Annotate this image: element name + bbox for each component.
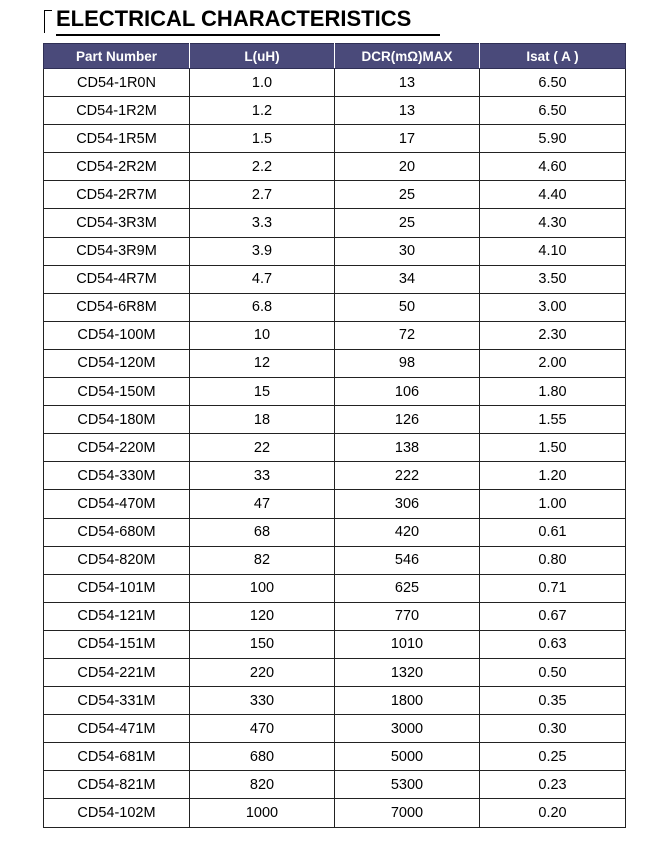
table-row [44, 687, 626, 715]
table-row [44, 69, 626, 97]
cell-isat: 6.50 [480, 97, 626, 125]
table-row [44, 799, 626, 827]
cell-part-number: CD54-470M [44, 490, 190, 518]
cell-inductance: 1.0 [190, 69, 335, 97]
cell-isat: 4.60 [480, 153, 626, 181]
cell-dcr-max: 25 [335, 181, 480, 209]
table-row [44, 378, 626, 406]
cell-isat: 1.00 [480, 490, 626, 518]
table-row [44, 293, 626, 321]
cell-dcr-max: 13 [335, 69, 480, 97]
heading-bracket-decoration [44, 10, 52, 33]
table-row [44, 153, 626, 181]
table-row [44, 434, 626, 462]
table-row [44, 518, 626, 546]
cell-dcr-max: 72 [335, 321, 480, 349]
table-row [44, 265, 626, 293]
cell-part-number: CD54-3R3M [44, 209, 190, 237]
cell-inductance: 68 [190, 518, 335, 546]
header-dcr-max: DCR(mΩ)MAX [335, 44, 480, 69]
cell-part-number: CD54-4R7M [44, 265, 190, 293]
cell-dcr-max: 1800 [335, 687, 480, 715]
cell-isat: 4.10 [480, 237, 626, 265]
cell-inductance: 33 [190, 462, 335, 490]
cell-part-number: CD54-100M [44, 321, 190, 349]
cell-inductance: 3.9 [190, 237, 335, 265]
cell-isat: 0.25 [480, 743, 626, 771]
cell-inductance: 680 [190, 743, 335, 771]
cell-inductance: 2.2 [190, 153, 335, 181]
cell-inductance: 150 [190, 630, 335, 658]
cell-dcr-max: 25 [335, 209, 480, 237]
cell-isat: 2.00 [480, 349, 626, 377]
cell-inductance: 470 [190, 715, 335, 743]
cell-isat: 1.20 [480, 462, 626, 490]
cell-part-number: CD54-6R8M [44, 293, 190, 321]
cell-part-number: CD54-221M [44, 658, 190, 686]
cell-dcr-max: 50 [335, 293, 480, 321]
table-row [44, 490, 626, 518]
cell-inductance: 820 [190, 771, 335, 799]
cell-part-number: CD54-220M [44, 434, 190, 462]
cell-dcr-max: 546 [335, 546, 480, 574]
cell-part-number: CD54-3R9M [44, 237, 190, 265]
cell-part-number: CD54-1R5M [44, 125, 190, 153]
cell-dcr-max: 5300 [335, 771, 480, 799]
cell-part-number: CD54-2R2M [44, 153, 190, 181]
cell-dcr-max: 420 [335, 518, 480, 546]
table-body [44, 69, 626, 828]
header-part-number: Part Number [44, 44, 190, 69]
cell-part-number: CD54-101M [44, 574, 190, 602]
cell-isat: 6.50 [480, 69, 626, 97]
cell-inductance: 22 [190, 434, 335, 462]
cell-inductance: 18 [190, 406, 335, 434]
cell-part-number: CD54-180M [44, 406, 190, 434]
table-header-row [44, 44, 626, 69]
cell-isat: 0.80 [480, 546, 626, 574]
cell-dcr-max: 222 [335, 462, 480, 490]
table-row [44, 181, 626, 209]
cell-inductance: 12 [190, 349, 335, 377]
table-row [44, 237, 626, 265]
cell-part-number: CD54-151M [44, 630, 190, 658]
cell-dcr-max: 20 [335, 153, 480, 181]
cell-part-number: CD54-1R0N [44, 69, 190, 97]
page-title: ELECTRICAL CHARACTERISTICS [56, 6, 412, 31]
cell-part-number: CD54-102M [44, 799, 190, 827]
table-row [44, 630, 626, 658]
table-row [44, 462, 626, 490]
cell-isat: 1.50 [480, 434, 626, 462]
cell-isat: 4.40 [480, 181, 626, 209]
cell-isat: 0.30 [480, 715, 626, 743]
cell-part-number: CD54-330M [44, 462, 190, 490]
table-row [44, 406, 626, 434]
cell-part-number: CD54-820M [44, 546, 190, 574]
cell-dcr-max: 17 [335, 125, 480, 153]
cell-inductance: 47 [190, 490, 335, 518]
header-inductance: L(uH) [190, 44, 335, 69]
cell-inductance: 82 [190, 546, 335, 574]
cell-inductance: 100 [190, 574, 335, 602]
electrical-characteristics-table [43, 43, 626, 828]
cell-inductance: 330 [190, 687, 335, 715]
cell-dcr-max: 3000 [335, 715, 480, 743]
cell-isat: 0.23 [480, 771, 626, 799]
cell-part-number: CD54-150M [44, 378, 190, 406]
table-row [44, 546, 626, 574]
cell-dcr-max: 98 [335, 349, 480, 377]
cell-dcr-max: 1320 [335, 658, 480, 686]
cell-inductance: 4.7 [190, 265, 335, 293]
cell-isat: 0.20 [480, 799, 626, 827]
table-row [44, 771, 626, 799]
cell-isat: 3.00 [480, 293, 626, 321]
cell-inductance: 15 [190, 378, 335, 406]
cell-isat: 0.61 [480, 518, 626, 546]
cell-part-number: CD54-121M [44, 602, 190, 630]
cell-dcr-max: 13 [335, 97, 480, 125]
table-row [44, 715, 626, 743]
heading-underline [56, 34, 440, 36]
header-isat: Isat ( A ) [480, 44, 626, 69]
cell-inductance: 2.7 [190, 181, 335, 209]
cell-part-number: CD54-821M [44, 771, 190, 799]
cell-isat: 4.30 [480, 209, 626, 237]
table-row [44, 349, 626, 377]
table-row [44, 321, 626, 349]
cell-part-number: CD54-680M [44, 518, 190, 546]
cell-part-number: CD54-1R2M [44, 97, 190, 125]
cell-isat: 5.90 [480, 125, 626, 153]
cell-dcr-max: 34 [335, 265, 480, 293]
cell-inductance: 6.8 [190, 293, 335, 321]
cell-dcr-max: 30 [335, 237, 480, 265]
cell-inductance: 1000 [190, 799, 335, 827]
cell-isat: 0.63 [480, 630, 626, 658]
cell-isat: 1.80 [480, 378, 626, 406]
table-row [44, 658, 626, 686]
cell-dcr-max: 7000 [335, 799, 480, 827]
cell-part-number: CD54-471M [44, 715, 190, 743]
cell-isat: 0.50 [480, 658, 626, 686]
cell-dcr-max: 306 [335, 490, 480, 518]
cell-part-number: CD54-331M [44, 687, 190, 715]
cell-part-number: CD54-681M [44, 743, 190, 771]
cell-isat: 3.50 [480, 265, 626, 293]
cell-isat: 0.35 [480, 687, 626, 715]
cell-part-number: CD54-120M [44, 349, 190, 377]
cell-dcr-max: 5000 [335, 743, 480, 771]
cell-isat: 0.67 [480, 602, 626, 630]
table-row [44, 743, 626, 771]
cell-inductance: 220 [190, 658, 335, 686]
cell-isat: 0.71 [480, 574, 626, 602]
section-heading [44, 6, 412, 32]
table-row [44, 209, 626, 237]
cell-inductance: 3.3 [190, 209, 335, 237]
cell-inductance: 1.2 [190, 97, 335, 125]
cell-dcr-max: 625 [335, 574, 480, 602]
cell-isat: 2.30 [480, 321, 626, 349]
cell-dcr-max: 770 [335, 602, 480, 630]
cell-inductance: 1.5 [190, 125, 335, 153]
cell-dcr-max: 126 [335, 406, 480, 434]
table-row [44, 574, 626, 602]
cell-dcr-max: 106 [335, 378, 480, 406]
cell-dcr-max: 138 [335, 434, 480, 462]
cell-inductance: 120 [190, 602, 335, 630]
cell-part-number: CD54-2R7M [44, 181, 190, 209]
table-row [44, 602, 626, 630]
cell-inductance: 10 [190, 321, 335, 349]
table-row [44, 97, 626, 125]
cell-isat: 1.55 [480, 406, 626, 434]
table-row [44, 125, 626, 153]
cell-dcr-max: 1010 [335, 630, 480, 658]
